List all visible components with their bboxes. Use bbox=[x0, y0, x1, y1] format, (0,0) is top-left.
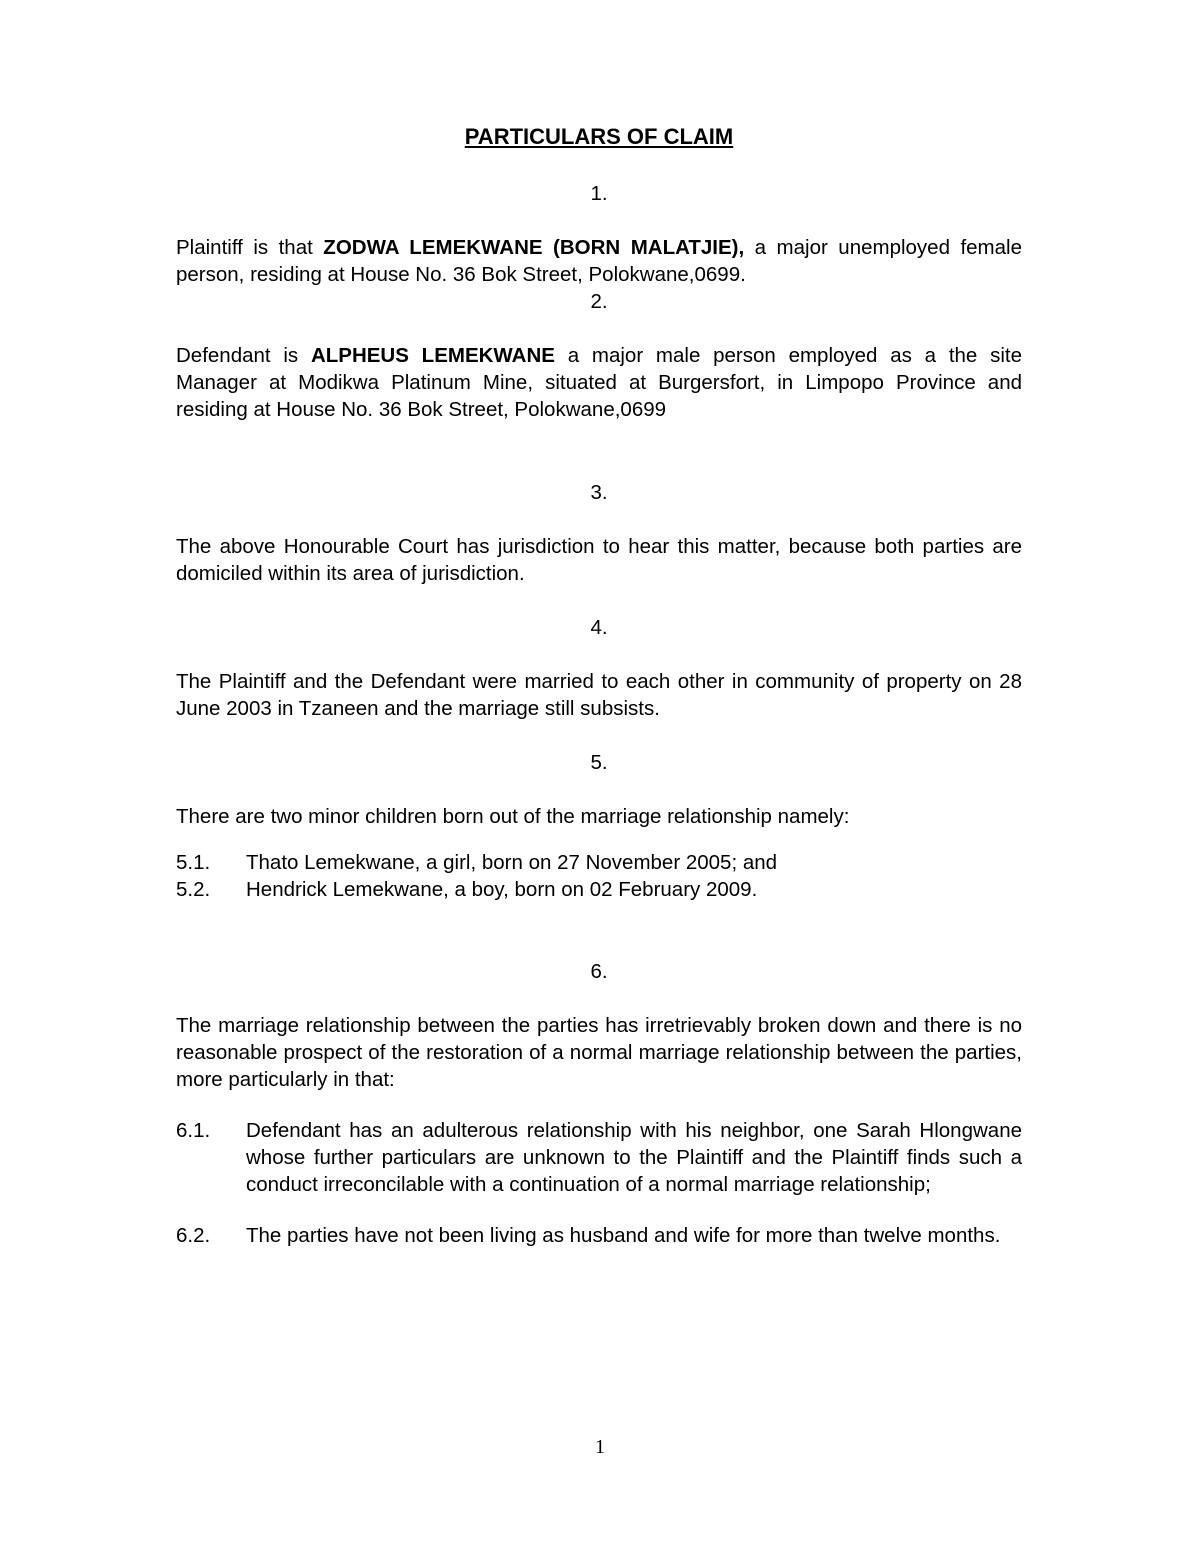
section-4-paragraph: The Plaintiff and the Defendant were married to each other in community of property on 28 June 2003 in Tzaneen and the marriage still subsists. bbox=[176, 670, 1022, 720]
list-item bbox=[176, 876, 1022, 903]
section-5-paragraph: There are two minor children born out of the marriage relationship namely: bbox=[176, 805, 850, 828]
section-number-5: 5. bbox=[590, 751, 608, 774]
page-number: 1 bbox=[595, 1436, 605, 1458]
document-body bbox=[176, 120, 1022, 1249]
plaintiff-name: ZODWA LEMEKWANE (BORN MALATJIE), bbox=[323, 236, 745, 259]
list-item-text: Defendant has an adulterous relationship with his neighbor, one Sarah Hlongwane whose further particulars are unknown to the Plaintiff and the Plaintiff finds such a conduct irreconcilable with a continuation of a normal marriage relationship; bbox=[246, 1119, 1022, 1196]
section-2-text-pre: Defendant is bbox=[176, 344, 311, 367]
section-number-3: 3. bbox=[590, 481, 608, 504]
section-number-4: 4. bbox=[590, 616, 608, 639]
document-title: PARTICULARS OF CLAIM bbox=[464, 124, 734, 149]
section-6-paragraph: The marriage relationship between the parties has irretrievably broken down and there is no reasonable prospect of the restoration of a normal marriage relationship between the parties, more particularly in that: bbox=[176, 1014, 1022, 1091]
list-item-label: 5.1. bbox=[176, 851, 211, 874]
list-item-label: 6.1. bbox=[176, 1119, 211, 1142]
list-item-label: 5.2. bbox=[176, 878, 211, 901]
list-item bbox=[176, 849, 1022, 876]
section-2-paragraph bbox=[176, 342, 1022, 423]
section-3-paragraph: The above Honourable Court has jurisdiction to hear this matter, because both parties are domiciled within its area of jurisdiction. bbox=[176, 535, 1022, 585]
section-1-paragraph bbox=[176, 234, 1022, 288]
section-1-text-post: a major unemployed female person, residing at House No. 36 Bok Street, Polokwane,0699. bbox=[176, 236, 1022, 286]
list-item-text: Thato Lemekwane, a girl, born on 27 November 2005; and bbox=[246, 851, 778, 874]
list-item-text: The parties have not been living as husband and wife for more than twelve months. bbox=[246, 1224, 1001, 1247]
list-item-label: 6.2. bbox=[176, 1224, 211, 1247]
section-2-text-post: a major male person employed as a the site Manager at Modikwa Platinum Mine, situated at Burgersfort, in Limpopo Province and residing at House No. 36 Bok Street, Polokwane,0699 bbox=[176, 344, 1022, 421]
section-number-1: 1. bbox=[590, 182, 608, 205]
section-number-2: 2. bbox=[590, 290, 608, 313]
list-item bbox=[176, 1222, 1022, 1249]
list-item bbox=[176, 1117, 1022, 1198]
section-number-6: 6. bbox=[590, 960, 608, 983]
list-item-text: Hendrick Lemekwane, a boy, born on 02 February 2009. bbox=[246, 878, 758, 901]
section-1-text-pre: Plaintiff is that bbox=[176, 236, 324, 259]
defendant-name: ALPHEUS LEMEKWANE bbox=[310, 344, 555, 367]
